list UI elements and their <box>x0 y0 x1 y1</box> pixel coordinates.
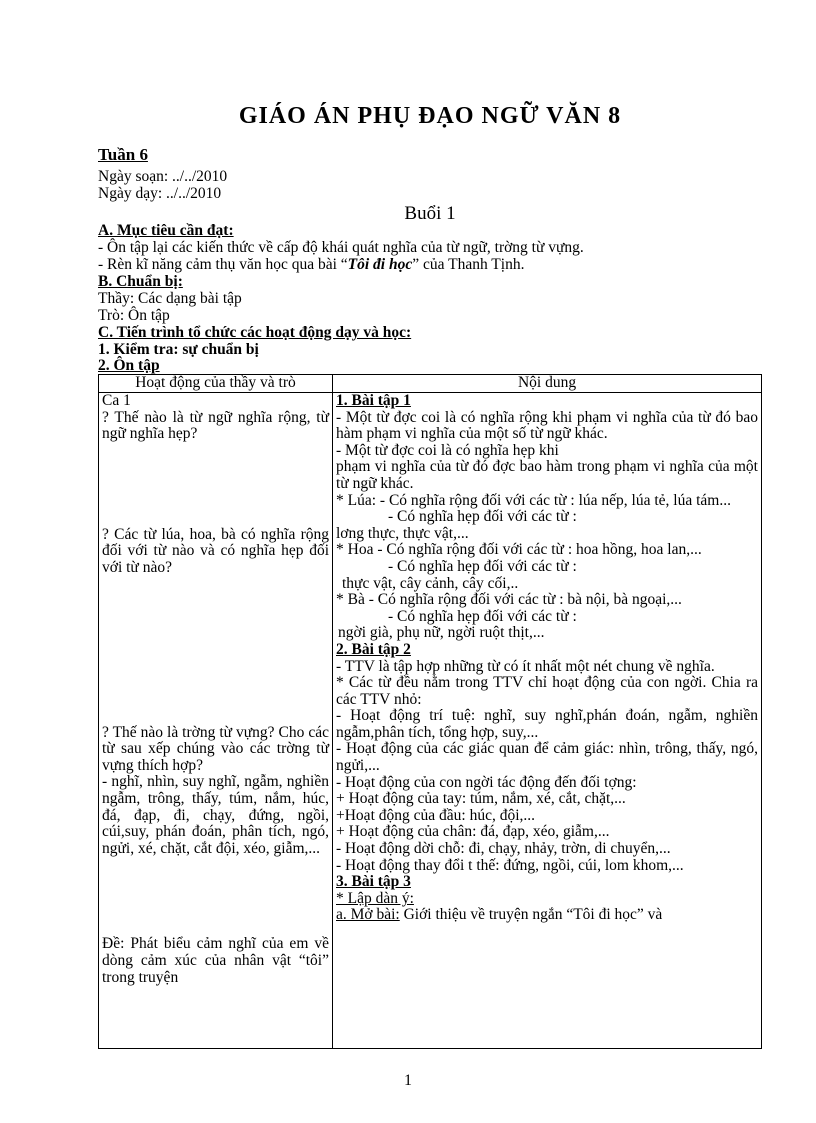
content-column <box>333 393 762 1049</box>
week-heading: Tuần 6 <box>98 145 148 164</box>
date-taught: Ngày dạy: ../../2010 <box>98 185 222 202</box>
line2-suffix: ” của Thanh Tịnh. <box>412 256 525 273</box>
section-a-line1: - Ôn tập lại các kiến thức về cấp độ khái quát nghĩa của từ ngữ, trờng từ vựng. <box>98 239 584 256</box>
ex2-line7: +Hoạt động của đầu: húc, đội,... <box>336 806 536 824</box>
question-4: Đề: Phát biểu cảm nghĩ của em về dòng cảm xúc của nhân vật “tôi” trong truyện <box>102 935 329 986</box>
section-c-heading: C. Tiến trình tổ chức các hoạt động dạy và học: <box>98 324 412 341</box>
exercise-3-heading: 3. Bài tập 3 <box>336 873 411 891</box>
section-b-heading: B. Chuẩn bị: <box>98 273 183 290</box>
ex2-line1: - TTV là tập hợp những từ có ít nhất một nét chung về nghĩa. <box>336 657 715 675</box>
table-body-row <box>99 393 762 1049</box>
ex2-line5: - Hoạt động của con ngời tác động đến đối tợng: <box>336 773 637 791</box>
ex2-line2: * Các từ đều nằm trong TTV chỉ hoạt động của con ngời. Chia ra các TTV nhỏ: <box>336 674 758 708</box>
ex1-line1: - Một từ đợc coi là có nghĩa rộng khi phạm vi nghĩa của từ đó bao hàm phạm vi nghĩa của một số từ ngữ khác. <box>336 408 758 443</box>
ex1-line2a: - Một từ đợc coi là có nghĩa hẹp khi <box>336 441 559 459</box>
ex3-sub: * Lập dàn ý: <box>336 889 414 907</box>
document-title: GIÁO ÁN PHỤ ĐẠO NGỮ VĂN 8 <box>238 103 622 129</box>
lua-narrow-words: lơng thực, thực vật,... <box>336 524 469 542</box>
intro-text: Giới thiệu về truyện ngắn “Tôi đi học” và <box>399 906 663 924</box>
line2-prefix: - Rèn kĩ năng cảm thụ văn học qua bài “ <box>98 256 348 273</box>
ba-narrow: - Có nghĩa hẹp đối với các từ : <box>388 607 577 625</box>
hoa-narrow-words: thực vật, cây cảnh, cây cối,.. <box>342 574 519 592</box>
lesson-table <box>98 374 762 1049</box>
page-number: 1 <box>404 1072 412 1089</box>
ca-label: Ca 1 <box>102 392 131 409</box>
table-header-row <box>99 375 762 393</box>
intro-label: a. Mở bài: <box>336 906 400 924</box>
ex2-line8: + Hoạt động của chân: đá, đạp, xéo, giẫm,... <box>336 823 610 841</box>
question-3: ? Thế nào là trờng từ vựng? Cho các từ sau xếp chúng vào các trờng từ vựng thích hợp? <box>102 723 329 774</box>
student-prep: Trò: Ôn tập <box>98 307 170 324</box>
ex2-line4: - Hoạt động của các giác quan để cảm giác: nhìn, trông, thấy, ngó, ngửi,... <box>336 740 758 775</box>
step-1: 1. Kiểm tra: sự chuẩn bị <box>98 341 259 358</box>
question-2: ? Các từ lúa, hoa, bà có nghĩa rộng đối với từ nào và có nghĩa hẹp đối với từ nào? <box>102 525 329 576</box>
header-content: Nội dung <box>333 375 762 393</box>
ex2-line10: - Hoạt động thay đổi t thế: đứng, ngồi, cúi, lom khom,... <box>336 856 684 874</box>
ba-narrow-words: ngời già, phụ nữ, ngời ruột thịt,... <box>338 624 545 642</box>
hoa-narrow: - Có nghĩa hẹp đối với các từ : <box>388 557 577 575</box>
ba-wide: * Bà - Có nghĩa rộng đối với các từ : bà nội, bà ngoại,... <box>336 591 682 609</box>
exercise-1-heading: 1. Bài tập 1 <box>336 392 411 409</box>
header-teacher-student: Hoạt động của thầy và trò <box>99 375 333 393</box>
work-title: Tôi đi học <box>347 256 413 273</box>
section-a-heading: A. Mục tiêu cần đạt: <box>98 222 234 239</box>
ex2-line6: + Hoạt động của tay: túm, nắm, xé, cắt, chặt,... <box>336 790 626 808</box>
ex2-line3: - Hoạt động trí tuệ: nghĩ, suy nghĩ,phán đoán, ngẫm, nghiền ngẫm,phân tích, tổng hợp, suy,... <box>336 707 758 741</box>
exercise-2-heading: 2. Bài tập 2 <box>336 640 411 658</box>
question-3-words: - nghĩ, nhìn, suy nghĩ, ngẫm, nghiền ngẫm, trông, thấy, túm, nắm, húc, đá, đạp, đi, chạy, đứng, ngồi, cúi,suy, phán đoán, phân tích, ngó, ngửi, xé, chặt, cắt đội, xéo, giẫm,... <box>102 773 329 857</box>
lua-narrow: - Có nghĩa hẹp đối với các từ : <box>388 508 577 526</box>
ex1-line2b: phạm vi nghĩa của từ đó đợc bao hàm trong phạm vi nghĩa của một từ ngữ khác. <box>336 458 758 492</box>
session-heading: Buổi 1 <box>404 203 456 224</box>
lua-wide: * Lúa: - Có nghĩa rộng đối với các từ : lúa nếp, lúa tẻ, lúa tám... <box>336 491 731 509</box>
step-2: 2. Ôn tập <box>98 357 160 374</box>
activity-column <box>99 393 333 1049</box>
ex2-line9: - Hoạt động dời chỗ: đi, chạy, nhảy, trờn, di chuyển,... <box>336 840 671 858</box>
date-prepared: Ngày soạn: ../../2010 <box>98 168 228 185</box>
question-1: ? Thế nào là từ ngữ nghĩa rộng, từ ngữ nghĩa hẹp? <box>102 408 329 443</box>
hoa-wide: * Hoa - Có nghĩa rộng đối với các từ : hoa hồng, hoa lan,... <box>336 541 702 559</box>
section-a-line2 <box>98 256 524 273</box>
ex3-line1 <box>336 907 758 924</box>
teacher-prep: Thầy: Các dạng bài tập <box>98 290 242 307</box>
